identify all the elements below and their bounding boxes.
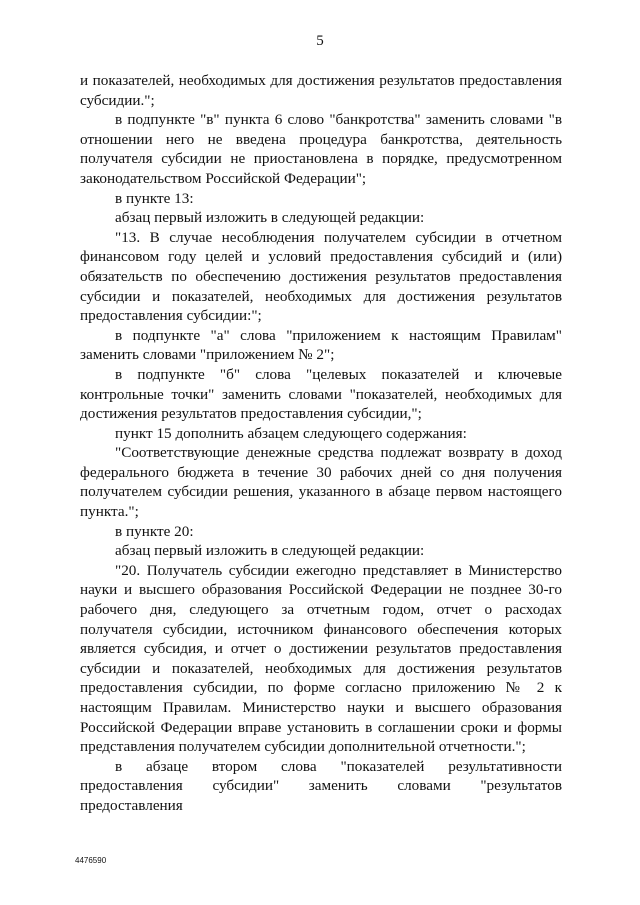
paragraph: и показателей, необходимых для достижения результатов предоставления субсидии."; (80, 72, 562, 109)
paragraph: абзац первый изложить в следующей редакции: (115, 209, 425, 227)
paragraph: в абзаце втором слова "показателей результативности предоставления субсидии" заменить словами "результатов предоставления (80, 757, 562, 814)
page-number: 5 (316, 33, 324, 49)
paragraph: в пункте 13: (115, 189, 194, 207)
paragraph: в подпункте "в" пункта 6 слово "банкротства" заменить словами "в отношении него не введена процедура банкротства, деятельность получателя субсидии не приостановлена в порядке, предусмотренном законодательством Российской Федерации"; (80, 111, 562, 187)
document-body (80, 71, 562, 816)
paragraph: в пункте 20: (115, 522, 194, 540)
paragraph: в подпункте "б" слова "целевых показателей и ключевые контрольные точки" заменить словами "показателей, необходимых для достижения результатов предоставления субсидии,"; (80, 365, 562, 423)
paragraph: "Соответствующие денежные средства подлежат возврату в доход федерального бюджета в течение 30 рабочих дней со дня получения получателем субсидии решения, указанного в абзаце первом настоящего пункта."; (80, 444, 562, 521)
paragraph: "13. В случае несоблюдения получателем субсидии в отчетном финансовом году целей и условий предоставления субсидий и (или) обязательств по обеспечению достижения результатов предоставления субсидии и показателей, необходимых для достижения результатов предоставления субсидии:"; (80, 228, 562, 325)
document-id: 4476590 (75, 856, 107, 865)
paragraph: в подпункте "а" слова "приложением к настоящим Правилам" заменить словами "приложением № 2"; (80, 326, 562, 364)
paragraph: абзац первый изложить в следующей редакции: (115, 542, 425, 560)
paragraph: пункт 15 дополнить абзацем следующего содержания: (115, 424, 467, 442)
paragraph: "20. Получатель субсидии ежегодно представляет в Министерство науки и высшего образования Российской Федерации не позднее 30-го рабочего дня, следующего за отчетным годом, отчет о расходах получателя субсидии, источником финансового обеспечения которых является субсидия, и отчет о достижении результатов предоставления субсидии и показателей, необходимых для достижения результатов предоставления субсидии, по форме согласно приложению № 2 к настоящим Правилам. Министерство науки и высшего образования Российской Федерации вправе установить в соглашении сроки и формы представления получателем субсидии дополнительной отчетности."; (80, 561, 562, 756)
